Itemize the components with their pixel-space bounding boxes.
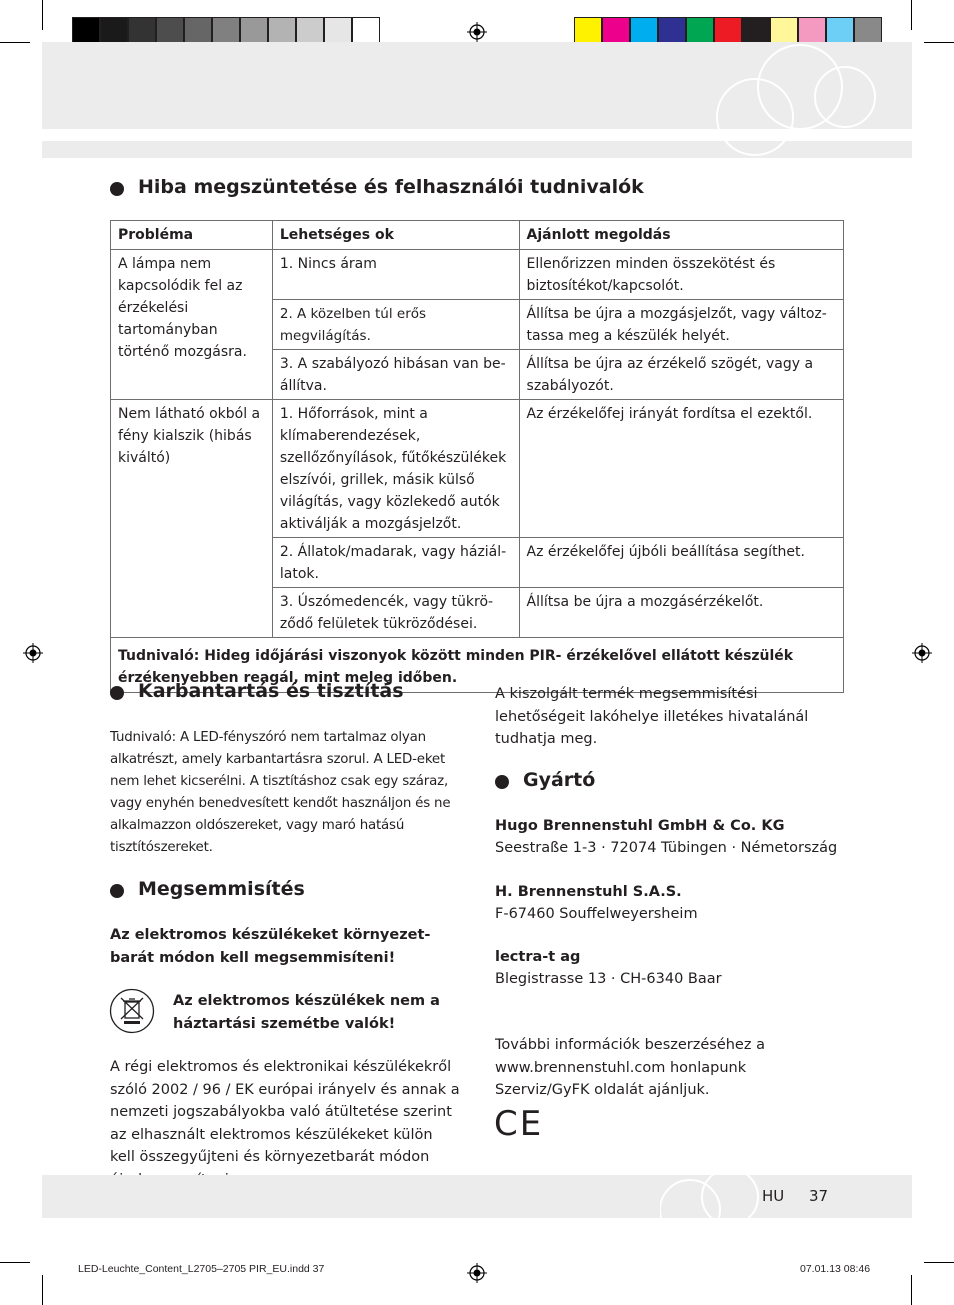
company-address: F-67460 Souffelweyersheim <box>495 906 698 922</box>
troubleshooting-heading: Hiba megszüntetése és felhasználói tudnivalók <box>138 176 644 198</box>
crop-mark <box>924 1262 954 1263</box>
troubleshooting-table <box>110 220 844 693</box>
table-row <box>111 400 844 538</box>
problem-cell: Nem látható okból a fény kialszik (hibás kiváltó) <box>111 400 273 638</box>
column-header: Probléma <box>111 221 273 250</box>
crop-mark <box>911 0 912 30</box>
company-address: Blegistrasse 13 · CH-6340 Baar <box>495 971 722 987</box>
crop-mark <box>42 1275 43 1305</box>
solution-cell: Ellenőrizzen minden összekötést és biztosítékot/kapcsolót. <box>519 250 843 300</box>
solution-cell: Az érzékelőfej irányát fordítsa el ezektől. <box>519 400 843 538</box>
company-address: Seestraße 1-3 · 72074 Tübingen · Németország <box>495 840 838 856</box>
section-bullet <box>110 884 124 898</box>
column-header: Ajánlott megoldás <box>519 221 843 250</box>
manufacturer-heading: Gyártó <box>523 769 596 791</box>
page-number: 37 <box>809 1187 829 1205</box>
language-code: HU <box>762 1187 785 1205</box>
crop-mark <box>0 42 30 43</box>
registration-mark-icon <box>23 643 43 663</box>
cause-cell: 3. A szabályozó hibásan van beállítva. <box>272 350 519 400</box>
crop-mark <box>911 1275 912 1305</box>
disposal-warning: Az elektromos készülékek nem a háztartási szemétbe valók! <box>173 993 440 1032</box>
cause-cell: 2. A közelben túl erős megvilágítás. <box>272 300 519 350</box>
section-bullet <box>110 686 124 700</box>
crossed-bin-icon <box>109 988 155 1034</box>
cause-cell: 1. Nincs áram <box>272 250 519 300</box>
cause-cell: 1. Hőforrások, mint a klímaberendezések, szellőzőnyílások, fűtőkészülékek elszívói, grillek, másik külső világítás, vagy közlekedő autók aktiválják a mozgásjelzőt. <box>272 400 519 538</box>
registration-mark-icon <box>467 22 487 42</box>
table-header-row <box>111 221 844 250</box>
slug-file-info: LED-Leuchte_Content_L2705–2705 PIR_EU.indd 37 <box>78 1263 325 1275</box>
decorative-circles-icon <box>660 1175 770 1218</box>
section-bullet <box>110 182 124 196</box>
solution-cell: Az érzékelőfej újbóli beállítása segíthet. <box>519 538 843 588</box>
company-name: lectra-t ag <box>495 949 581 965</box>
maintenance-heading: Karbantartás és tisztítás <box>138 680 404 702</box>
registration-mark-icon <box>467 1263 487 1283</box>
solution-cell: Állítsa be újra a mozgásjelzőt, vagy változtassa meg a készülék helyét. <box>519 300 843 350</box>
crop-mark <box>42 0 43 30</box>
disposal-text-continued: A kiszolgált termék megsemmisítési lehetőségeit lakóhelye illetékes hivatalánál tudhatja meg. <box>495 686 809 747</box>
company-name: Hugo Brennenstuhl GmbH & Co. KG <box>495 818 785 834</box>
table-note: Tudnivaló: Hideg időjárási viszonyok között minden PIR- érzékelővel ellátott készülék érzékenyebben reagál, mint meleg időben. <box>111 638 844 693</box>
ce-mark: CE <box>494 1104 544 1144</box>
disposal-bold-text: Az elektromos készülékeket környezetbarát módon kell megsemmisíteni! <box>110 927 431 966</box>
column-header: Lehetséges ok <box>272 221 519 250</box>
section-bullet <box>495 775 509 789</box>
crop-mark <box>924 42 954 43</box>
table-row <box>111 250 844 300</box>
slug-date: 07.01.13 08:46 <box>800 1263 871 1275</box>
cause-cell: 3. Úszómedencék, vagy tükröződő felületek tükröződései. <box>272 588 519 638</box>
solution-cell: Állítsa be újra az érzékelő szögét, vagy a szabályozót. <box>519 350 843 400</box>
cause-cell: 2. Állatok/madarak, vagy háziállatok. <box>272 538 519 588</box>
info-text: További információk beszerzéséhez a www.brennenstuhl.com honlapunk Szerviz/GyFK oldalát ajánljuk. <box>495 1037 765 1098</box>
disposal-heading: Megsemmisítés <box>138 878 305 900</box>
solution-cell: Állítsa be újra a mozgásérzékelőt. <box>519 588 843 638</box>
crop-mark <box>0 1262 30 1263</box>
company-name: H. Brennenstuhl S.A.S. <box>495 884 682 900</box>
problem-cell: A lámpa nem kapcsolódik fel az érzékelési tartományban történő mozgásra. <box>111 250 273 400</box>
decorative-circles-icon <box>700 42 900 158</box>
registration-mark-icon <box>912 643 932 663</box>
maintenance-text: Tudnivaló: A LED-fényszóró nem tartalmaz olyan alkatrészt, amely karbantartásra szorul. A LED-eket nem lehet kicserélni. A tisztításhoz csak egy száraz, vagy enyhén benedvesített kendőt használjon és ne alkalmazzon oldószereket, vagy maró hatású tisztítószereket. <box>110 730 451 855</box>
disposal-text: A régi elektromos és elektronikai készülékekről szóló 2002 / 96 / EK európai irányelv és annak a nemzeti jogszabályokba való átültetése szerint az elhasznált elektromos készülékeket külön kell összegyűjteni és környezetbarát módon <box>110 1059 460 1165</box>
